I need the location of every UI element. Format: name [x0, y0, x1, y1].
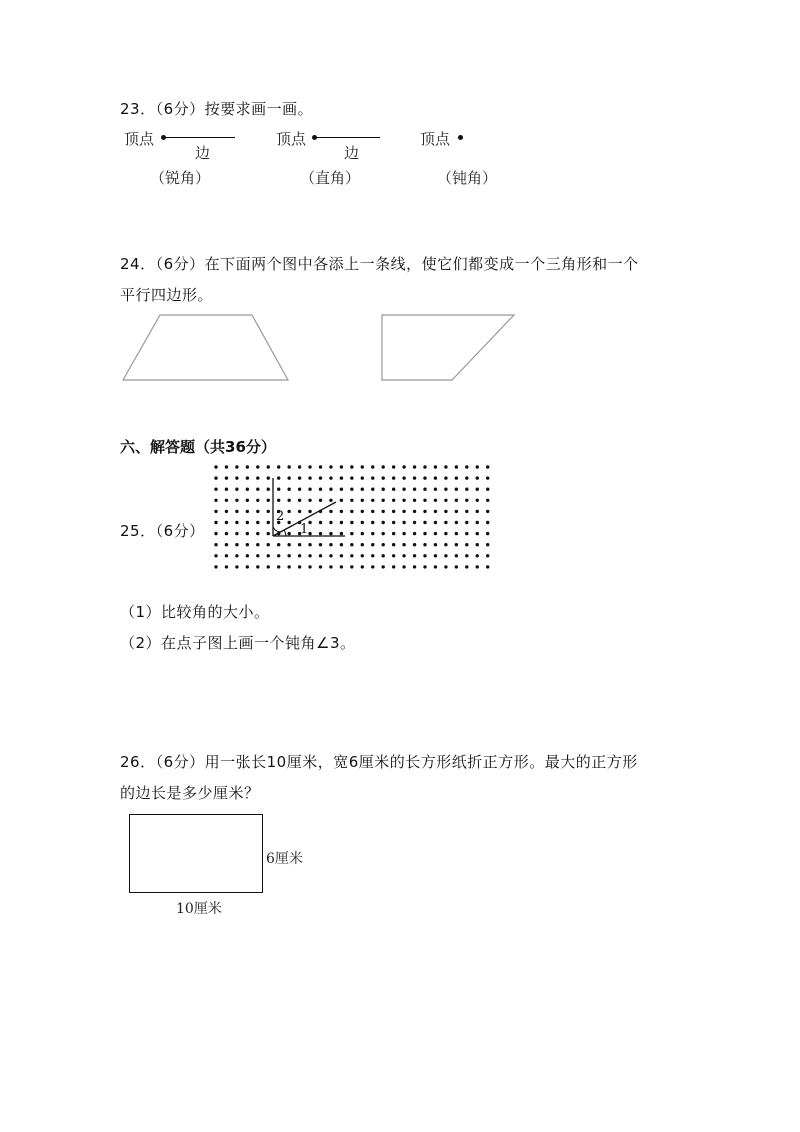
grid-dot[interactable] [392, 532, 395, 535]
grid-dot[interactable] [486, 543, 489, 546]
q23-text: 23．（6分）按要求画一画。 [120, 100, 314, 118]
grid-dot[interactable] [371, 510, 374, 513]
grid-dot[interactable] [350, 554, 353, 557]
grid-dot[interactable] [287, 565, 290, 568]
grid-dot[interactable] [476, 465, 479, 468]
q25-sub2: （2）在点子图上画一个钝角∠3。 [120, 634, 356, 652]
grid-dot[interactable] [225, 554, 228, 557]
grid-dot[interactable] [298, 565, 301, 568]
grid-dot[interactable] [329, 465, 332, 468]
grid-dot[interactable] [267, 521, 270, 524]
grid-dot[interactable] [434, 543, 437, 546]
grid-dot[interactable] [434, 554, 437, 557]
grid-dot[interactable] [319, 465, 322, 468]
grid-dot[interactable] [486, 476, 489, 479]
grid-dot[interactable] [319, 543, 322, 546]
grid-dot[interactable] [350, 465, 353, 468]
grid-dot[interactable] [246, 565, 249, 568]
grid-dot[interactable] [329, 554, 332, 557]
grid-dot[interactable] [225, 476, 228, 479]
grid-dot[interactable] [225, 465, 228, 468]
grid-dot[interactable] [423, 499, 426, 502]
q24-text-line2: 平行四边形。 [120, 286, 214, 304]
vertex-label: 顶点 [276, 130, 307, 148]
grid-dot[interactable] [476, 554, 479, 557]
grid-dot[interactable] [308, 465, 311, 468]
grid-dot[interactable] [308, 543, 311, 546]
grid-dot[interactable] [444, 510, 447, 513]
grid-dot[interactable] [329, 476, 332, 479]
grid-dot[interactable] [382, 565, 385, 568]
side-label: 边 [344, 144, 360, 162]
grid-dot[interactable] [267, 465, 270, 468]
angle-label-1: 1 [300, 522, 309, 537]
grid-dot[interactable] [392, 543, 395, 546]
grid-dot[interactable] [340, 465, 343, 468]
grid-dot[interactable] [455, 465, 458, 468]
grid-dot[interactable] [413, 565, 416, 568]
grid-dot[interactable] [382, 532, 385, 535]
grid-dot[interactable] [423, 465, 426, 468]
grid-dot[interactable] [287, 465, 290, 468]
grid-dot[interactable] [350, 476, 353, 479]
grid-dot[interactable] [392, 510, 395, 513]
grid-dot[interactable] [350, 510, 353, 513]
grid-dot[interactable] [235, 499, 238, 502]
q25-label: 25．（6分） [120, 522, 205, 540]
grid-dot[interactable] [350, 488, 353, 491]
grid-dot[interactable] [277, 499, 280, 502]
grid-dot[interactable] [256, 476, 259, 479]
grid-dot[interactable] [455, 554, 458, 557]
grid-dot[interactable] [402, 532, 405, 535]
grid-dot[interactable] [340, 543, 343, 546]
grid-dot[interactable] [287, 510, 290, 513]
grid-dot[interactable] [423, 476, 426, 479]
grid-dot[interactable] [235, 543, 238, 546]
grid-dot[interactable] [382, 488, 385, 491]
grid-dot[interactable] [465, 488, 468, 491]
q26-text-line1: 26．（6分）用一张长10厘米，宽6厘米的长方形纸折正方形。最大的正方形 [120, 753, 638, 771]
grid-dot[interactable] [423, 565, 426, 568]
grid-dot[interactable] [486, 565, 489, 568]
grid-dot[interactable] [413, 510, 416, 513]
grid-dot[interactable] [434, 510, 437, 513]
grid-dot[interactable] [340, 476, 343, 479]
grid-dot[interactable] [444, 543, 447, 546]
grid-dot[interactable] [476, 499, 479, 502]
angle-arc-2 [273, 527, 281, 532]
grid-dot[interactable] [371, 476, 374, 479]
grid-dot[interactable] [413, 476, 416, 479]
grid-dot[interactable] [298, 476, 301, 479]
grid-dot[interactable] [444, 554, 447, 557]
grid-dot[interactable] [308, 488, 311, 491]
height-label: 6厘米 [266, 851, 303, 867]
grid-dot[interactable] [287, 543, 290, 546]
grid-dot[interactable] [402, 521, 405, 524]
grid-dot[interactable] [423, 488, 426, 491]
grid-dot[interactable] [256, 554, 259, 557]
q25-sub1: （1）比较角的大小。 [120, 603, 270, 621]
grid-dot[interactable] [465, 510, 468, 513]
grid-dot[interactable] [476, 521, 479, 524]
grid-dot[interactable] [361, 554, 364, 557]
grid-dot[interactable] [434, 476, 437, 479]
grid-dot[interactable] [413, 521, 416, 524]
grid-dot[interactable] [434, 465, 437, 468]
grid-dot[interactable] [455, 521, 458, 524]
grid-dot[interactable] [277, 465, 280, 468]
grid-dot[interactable] [361, 476, 364, 479]
grid-dot[interactable] [329, 521, 332, 524]
grid-dot[interactable] [423, 554, 426, 557]
grid-dot[interactable] [267, 565, 270, 568]
grid-dot[interactable] [235, 488, 238, 491]
grid-dot[interactable] [423, 521, 426, 524]
grid-dot[interactable] [476, 565, 479, 568]
grid-dot[interactable] [350, 532, 353, 535]
grid-dot[interactable] [256, 499, 259, 502]
grid-dot[interactable] [340, 521, 343, 524]
grid-dot[interactable] [444, 565, 447, 568]
grid-dot[interactable] [340, 499, 343, 502]
grid-dot[interactable] [486, 488, 489, 491]
grid-dot[interactable] [455, 565, 458, 568]
grid-dot[interactable] [246, 532, 249, 535]
grid-dot[interactable] [392, 554, 395, 557]
grid-dot[interactable] [371, 521, 374, 524]
width-label: 10厘米 [176, 901, 222, 917]
grid-dot[interactable] [246, 465, 249, 468]
grid-dot[interactable] [256, 488, 259, 491]
grid-dot[interactable] [214, 510, 217, 513]
grid-dot[interactable] [382, 521, 385, 524]
angle-caption: （直角） [300, 169, 361, 187]
grid-dot[interactable] [361, 543, 364, 546]
grid-dot[interactable] [455, 532, 458, 535]
grid-dot[interactable] [246, 521, 249, 524]
grid-dot[interactable] [225, 565, 228, 568]
grid-dot[interactable] [308, 532, 311, 535]
grid-dot[interactable] [434, 565, 437, 568]
grid-dot[interactable] [225, 510, 228, 513]
grid-dot[interactable] [225, 499, 228, 502]
grid-dot[interactable] [287, 499, 290, 502]
grid-dot[interactable] [277, 543, 280, 546]
grid-dot[interactable] [423, 543, 426, 546]
grid-dot[interactable] [392, 476, 395, 479]
grid-dot[interactable] [486, 554, 489, 557]
grid-dot[interactable] [382, 465, 385, 468]
angle-label-2: 2 [276, 509, 285, 524]
grid-dot[interactable] [361, 510, 364, 513]
grid-dot[interactable] [382, 554, 385, 557]
grid-dot[interactable] [434, 499, 437, 502]
grid-dot[interactable] [298, 465, 301, 468]
grid-dot[interactable] [287, 532, 290, 535]
grid-dot[interactable] [308, 554, 311, 557]
grid-dot[interactable] [465, 521, 468, 524]
grid-dot[interactable] [319, 532, 322, 535]
grid-dot[interactable] [455, 499, 458, 502]
grid-dot[interactable] [371, 532, 374, 535]
grid-dot[interactable] [214, 532, 217, 535]
grid-dot[interactable] [329, 565, 332, 568]
grid-dot[interactable] [235, 476, 238, 479]
grid-dot[interactable] [246, 488, 249, 491]
grid-dot[interactable] [308, 521, 311, 524]
grid-dot[interactable] [319, 499, 322, 502]
grid-dot[interactable] [256, 543, 259, 546]
grid-dot[interactable] [235, 510, 238, 513]
grid-dot[interactable] [361, 521, 364, 524]
grid-dot[interactable] [392, 521, 395, 524]
grid-dot[interactable] [277, 565, 280, 568]
grid-dot[interactable] [486, 465, 489, 468]
grid-dots [214, 465, 489, 568]
grid-dot[interactable] [256, 510, 259, 513]
grid-dot[interactable] [277, 554, 280, 557]
grid-dot[interactable] [287, 476, 290, 479]
vertex-label: 顶点 [124, 130, 155, 148]
grid-dot[interactable] [319, 476, 322, 479]
grid-dot[interactable] [371, 465, 374, 468]
grid-dot[interactable] [287, 521, 290, 524]
paper-rectangle [129, 814, 263, 893]
grid-dot[interactable] [267, 510, 270, 513]
grid-dot[interactable] [371, 488, 374, 491]
grid-dot[interactable] [413, 465, 416, 468]
grid-dot[interactable] [340, 532, 343, 535]
grid-dot[interactable] [476, 476, 479, 479]
grid-dot[interactable] [340, 565, 343, 568]
grid-dot[interactable] [267, 554, 270, 557]
grid-dot[interactable] [361, 565, 364, 568]
grid-dot[interactable] [455, 488, 458, 491]
grid-dot[interactable] [465, 499, 468, 502]
grid-dot[interactable] [308, 476, 311, 479]
grid-dot[interactable] [214, 521, 217, 524]
grid-dot[interactable] [319, 565, 322, 568]
grid-dot[interactable] [455, 476, 458, 479]
grid-dot[interactable] [413, 499, 416, 502]
grid-dot[interactable] [329, 543, 332, 546]
grid-dot[interactable] [465, 476, 468, 479]
grid-dot[interactable] [444, 532, 447, 535]
vertex-label: 顶点 [420, 130, 451, 148]
grid-dot[interactable] [413, 543, 416, 546]
grid-dot[interactable] [392, 499, 395, 502]
grid-dot[interactable] [308, 510, 311, 513]
grid-dot[interactable] [371, 543, 374, 546]
grid-dot[interactable] [423, 510, 426, 513]
grid-dot[interactable] [434, 521, 437, 524]
grid-dot[interactable] [465, 565, 468, 568]
grid-dot[interactable] [392, 488, 395, 491]
grid-dot[interactable] [382, 510, 385, 513]
grid-dot[interactable] [465, 543, 468, 546]
grid-dot[interactable] [444, 465, 447, 468]
grid-dot[interactable] [392, 565, 395, 568]
grid-dot[interactable] [329, 532, 332, 535]
grid-dot[interactable] [465, 465, 468, 468]
side-label: 边 [195, 144, 211, 162]
grid-dot[interactable] [329, 510, 332, 513]
grid-dot[interactable] [235, 521, 238, 524]
grid-dot[interactable] [225, 532, 228, 535]
grid-dot[interactable] [287, 488, 290, 491]
grid-dot[interactable] [235, 554, 238, 557]
grid-dot[interactable] [214, 554, 217, 557]
section-title: 六、解答题（共36分） [120, 438, 276, 456]
grid-dot[interactable] [361, 465, 364, 468]
grid-dot[interactable] [444, 488, 447, 491]
grid-dot[interactable] [256, 532, 259, 535]
angle-caption: （钝角） [437, 169, 498, 187]
grid-dot[interactable] [402, 476, 405, 479]
grid-dot[interactable] [455, 510, 458, 513]
grid-dot[interactable] [486, 510, 489, 513]
grid-dot[interactable] [340, 488, 343, 491]
grid-dot[interactable] [402, 565, 405, 568]
grid-dot[interactable] [246, 476, 249, 479]
grid-dot[interactable] [350, 499, 353, 502]
grid-dot[interactable] [402, 543, 405, 546]
grid-dot[interactable] [256, 565, 259, 568]
grid-dot[interactable] [214, 499, 217, 502]
grid-dot[interactable] [214, 476, 217, 479]
grid-dot[interactable] [361, 488, 364, 491]
angle-arc-1 [284, 530, 286, 536]
grid-dot[interactable] [476, 543, 479, 546]
grid-dot[interactable] [256, 521, 259, 524]
q24-text-line1: 24．（6分）在下面两个图中各添上一条线，使它们都变成一个三角形和一个 [120, 255, 639, 273]
grid-dot[interactable] [392, 465, 395, 468]
grid-dot[interactable] [423, 532, 426, 535]
grid-dot[interactable] [434, 532, 437, 535]
grid-dot[interactable] [246, 543, 249, 546]
grid-dot[interactable] [267, 476, 270, 479]
grid-dot[interactable] [476, 510, 479, 513]
grid-dot[interactable] [361, 499, 364, 502]
grid-dot[interactable] [298, 510, 301, 513]
grid-dot[interactable] [402, 510, 405, 513]
angle-caption: （锐角） [150, 169, 211, 187]
grid-dot[interactable] [246, 510, 249, 513]
grid-dot[interactable] [214, 543, 217, 546]
grid-dot[interactable] [235, 532, 238, 535]
grid-dot[interactable] [434, 488, 437, 491]
grid-dot[interactable] [382, 476, 385, 479]
grid-dot[interactable] [225, 488, 228, 491]
grid-dot[interactable] [329, 499, 332, 502]
grid-dot[interactable] [214, 488, 217, 491]
grid-dot[interactable] [298, 499, 301, 502]
grid-dot[interactable] [444, 521, 447, 524]
grid-dot[interactable] [350, 543, 353, 546]
grid-dot[interactable] [298, 488, 301, 491]
grid-dot[interactable] [350, 565, 353, 568]
grid-dot[interactable] [486, 532, 489, 535]
grid-dot[interactable] [402, 499, 405, 502]
grid-dot[interactable] [402, 465, 405, 468]
grid-dot[interactable] [277, 476, 280, 479]
grid-dot[interactable] [246, 554, 249, 557]
grid-dot[interactable] [413, 488, 416, 491]
grid-dot[interactable] [214, 465, 217, 468]
grid-dot[interactable] [486, 521, 489, 524]
grid-dot[interactable] [319, 488, 322, 491]
grid-dot[interactable] [298, 543, 301, 546]
grid-dot[interactable] [371, 565, 374, 568]
grid-dot[interactable] [267, 499, 270, 502]
grid-dot[interactable] [361, 532, 364, 535]
grid-dot[interactable] [402, 554, 405, 557]
grid-dot[interactable] [235, 465, 238, 468]
grid-dot[interactable] [277, 488, 280, 491]
grid-dot[interactable] [267, 488, 270, 491]
grid-dot[interactable] [298, 554, 301, 557]
grid-dot[interactable] [476, 488, 479, 491]
grid-dot[interactable] [444, 499, 447, 502]
grid-dot[interactable] [413, 554, 416, 557]
grid-dot[interactable] [444, 476, 447, 479]
grid-dot[interactable] [235, 565, 238, 568]
grid-dot[interactable] [319, 554, 322, 557]
grid-dot[interactable] [371, 499, 374, 502]
grid-dot[interactable] [340, 554, 343, 557]
grid-dot[interactable] [413, 532, 416, 535]
grid-dot[interactable] [350, 521, 353, 524]
grid-dot[interactable] [246, 499, 249, 502]
grid-dot[interactable] [287, 554, 290, 557]
grid-dot[interactable] [382, 543, 385, 546]
grid-dot[interactable] [267, 532, 270, 535]
grid-dot[interactable] [319, 521, 322, 524]
grid-dot[interactable] [340, 510, 343, 513]
grid-dot[interactable] [256, 465, 259, 468]
grid-dot[interactable] [465, 554, 468, 557]
grid-dot[interactable] [402, 488, 405, 491]
grid-dot[interactable] [308, 565, 311, 568]
grid-dot[interactable] [455, 543, 458, 546]
grid-dot[interactable] [329, 488, 332, 491]
grid-dot[interactable] [267, 543, 270, 546]
q26-text-line2: 的边长是多少厘米？ [120, 784, 260, 802]
grid-dot[interactable] [308, 499, 311, 502]
grid-dot[interactable] [214, 565, 217, 568]
grid-dot[interactable] [465, 532, 468, 535]
grid-dot[interactable] [486, 499, 489, 502]
grid-dot[interactable] [382, 499, 385, 502]
grid-dot[interactable] [225, 521, 228, 524]
grid-dot[interactable] [371, 554, 374, 557]
grid-dot[interactable] [476, 532, 479, 535]
grid-dot[interactable] [225, 543, 228, 546]
